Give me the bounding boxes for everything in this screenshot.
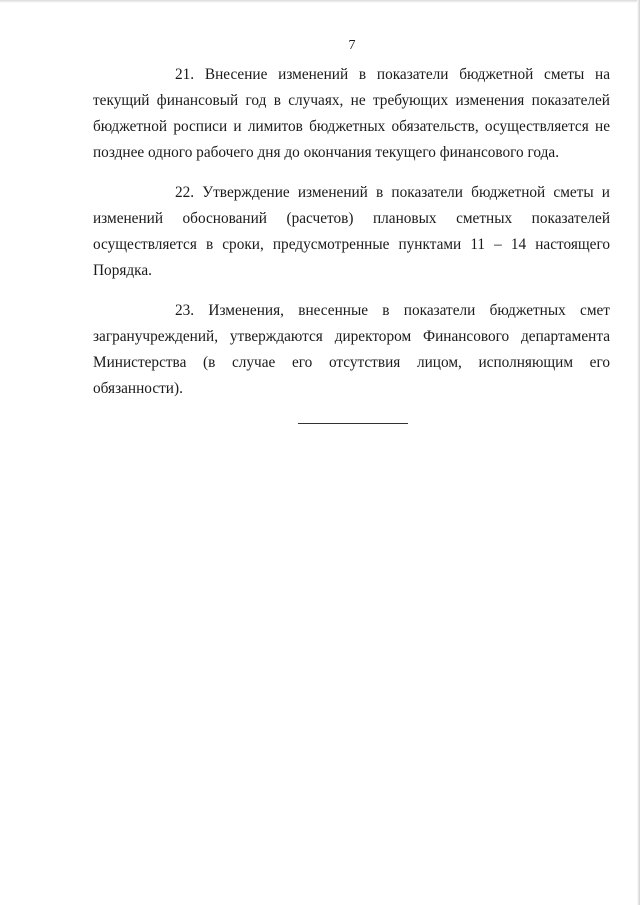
paragraph-text: Изменения, внесенные в показатели бюджетных смет загранучреждений, утверждаются директором Финансового департамента Министерства (в случае его отсутствия лицом, исполняющим его обязанности).: [93, 302, 610, 397]
paragraph-text: Внесение изменений в показатели бюджетной сметы на текущий финансовый год в случаях, не требующих изменения показателей бюджетной росписи и лимитов бюджетных обязательств, осуществляется не позднее одного рабочего дня до окончания текущего финансового года.: [93, 66, 610, 161]
paragraph-text: Утверждение изменений в показатели бюджетной сметы и изменений обоснований (расчетов) плановых сметных показателей осуществляется в сроки, предусмотренные пунктами 11 – 14 настоящего Порядка.: [93, 184, 610, 279]
paragraph-22: [93, 180, 610, 284]
paragraph-number: 22.: [175, 184, 195, 201]
page-number: 7: [348, 38, 356, 53]
paragraph-number: 21.: [175, 66, 195, 83]
paragraph-21: [93, 62, 610, 166]
end-of-document-divider: [298, 423, 408, 424]
paragraph-23: [93, 298, 610, 402]
paragraph-number: 23.: [175, 302, 195, 319]
document-body: [93, 62, 610, 416]
scan-edge-top: [0, 0, 640, 3]
